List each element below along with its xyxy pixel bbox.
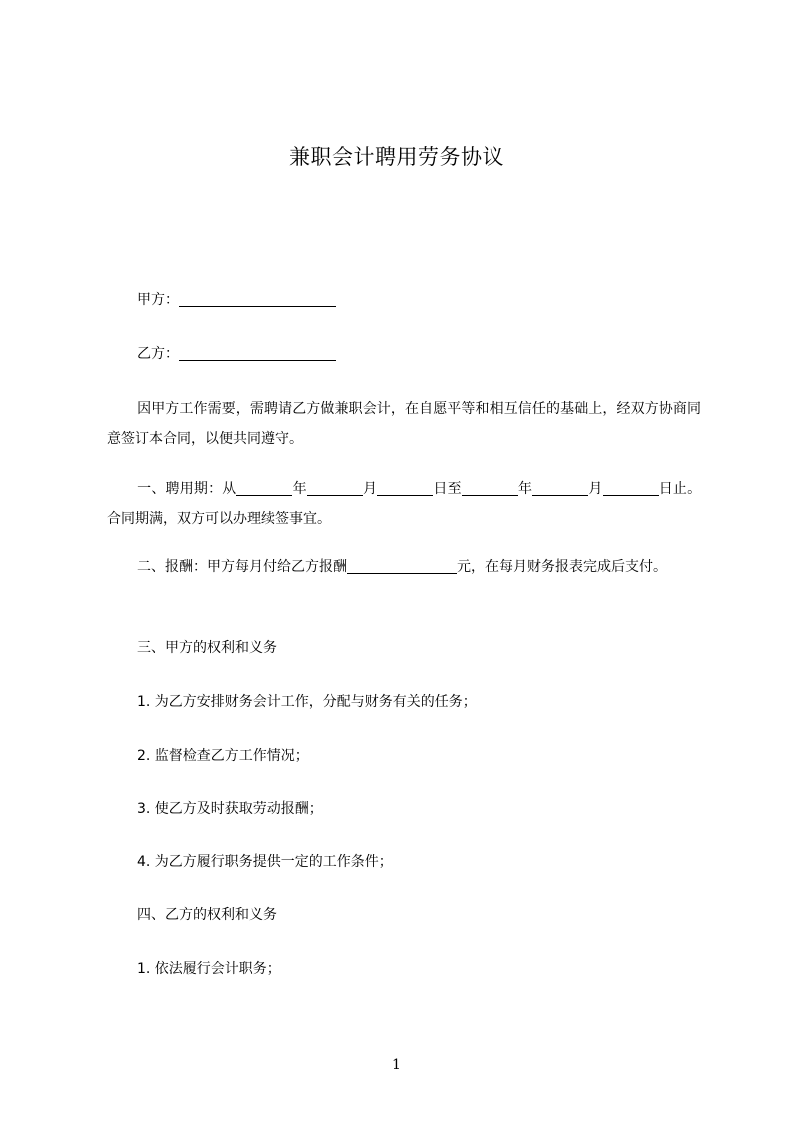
page-number: 1 [392, 1057, 401, 1073]
document-title: 兼职会计聘用劳务协议 [289, 145, 504, 169]
term-year-2: 年 [517, 481, 533, 497]
pay-amount-blank [347, 559, 457, 574]
end-day-blank [603, 481, 659, 496]
start-month-blank [307, 481, 363, 496]
party-a-line [137, 290, 336, 310]
section-3-item-1: 1. 为乙方安排财务会计工作，分配与财务有关的任务； [137, 694, 477, 710]
pay-suffix: 元，在每月财务报表完成后支付。 [457, 559, 667, 575]
end-month-blank [532, 481, 588, 496]
end-year-blank [462, 481, 518, 496]
term-day-2: 日 [658, 481, 673, 497]
term-prefix: 一、聘用期：从 [137, 481, 237, 497]
pay-paragraph [107, 552, 701, 582]
term-suffix: 止。合同期满，双方可以办理续签事宜。 [107, 481, 702, 527]
term-month-1: 月 [362, 481, 378, 497]
section-3-item-4: 4. 为乙方履行职务提供一定的工作条件； [137, 854, 393, 870]
party-a-blank [179, 292, 336, 307]
start-year-blank [236, 481, 292, 496]
start-day-blank [377, 481, 433, 496]
section-4-item-1: 1. 依法履行会计职务； [137, 961, 281, 977]
term-year-1: 年 [292, 481, 307, 497]
party-b-blank [179, 346, 336, 361]
section-3-heading: 三、甲方的权利和义务 [137, 640, 277, 656]
party-b-line [137, 344, 336, 364]
section-3-item-2: 2. 监督检查乙方工作情况； [137, 748, 309, 764]
term-paragraph [107, 474, 701, 534]
pay-prefix: 二、报酬：甲方每月付给乙方报酬 [137, 559, 347, 575]
term-day-1: 日至 [433, 481, 462, 497]
section-3-item-3: 3. 使乙方及时获取劳动报酬； [137, 801, 323, 817]
party-a-label: 甲方： [137, 292, 179, 308]
intro-paragraph [107, 394, 701, 454]
term-month-2: 月 [588, 481, 603, 497]
section-4-heading: 四、乙方的权利和义务 [137, 907, 277, 923]
party-b-label: 乙方： [137, 346, 179, 362]
intro-text: 因甲方工作需要，需聘请乙方做兼职会计，在自愿平等和相互信任的基础上，经双方协商同意签订本合同，以便共同遵守。 [107, 401, 701, 447]
